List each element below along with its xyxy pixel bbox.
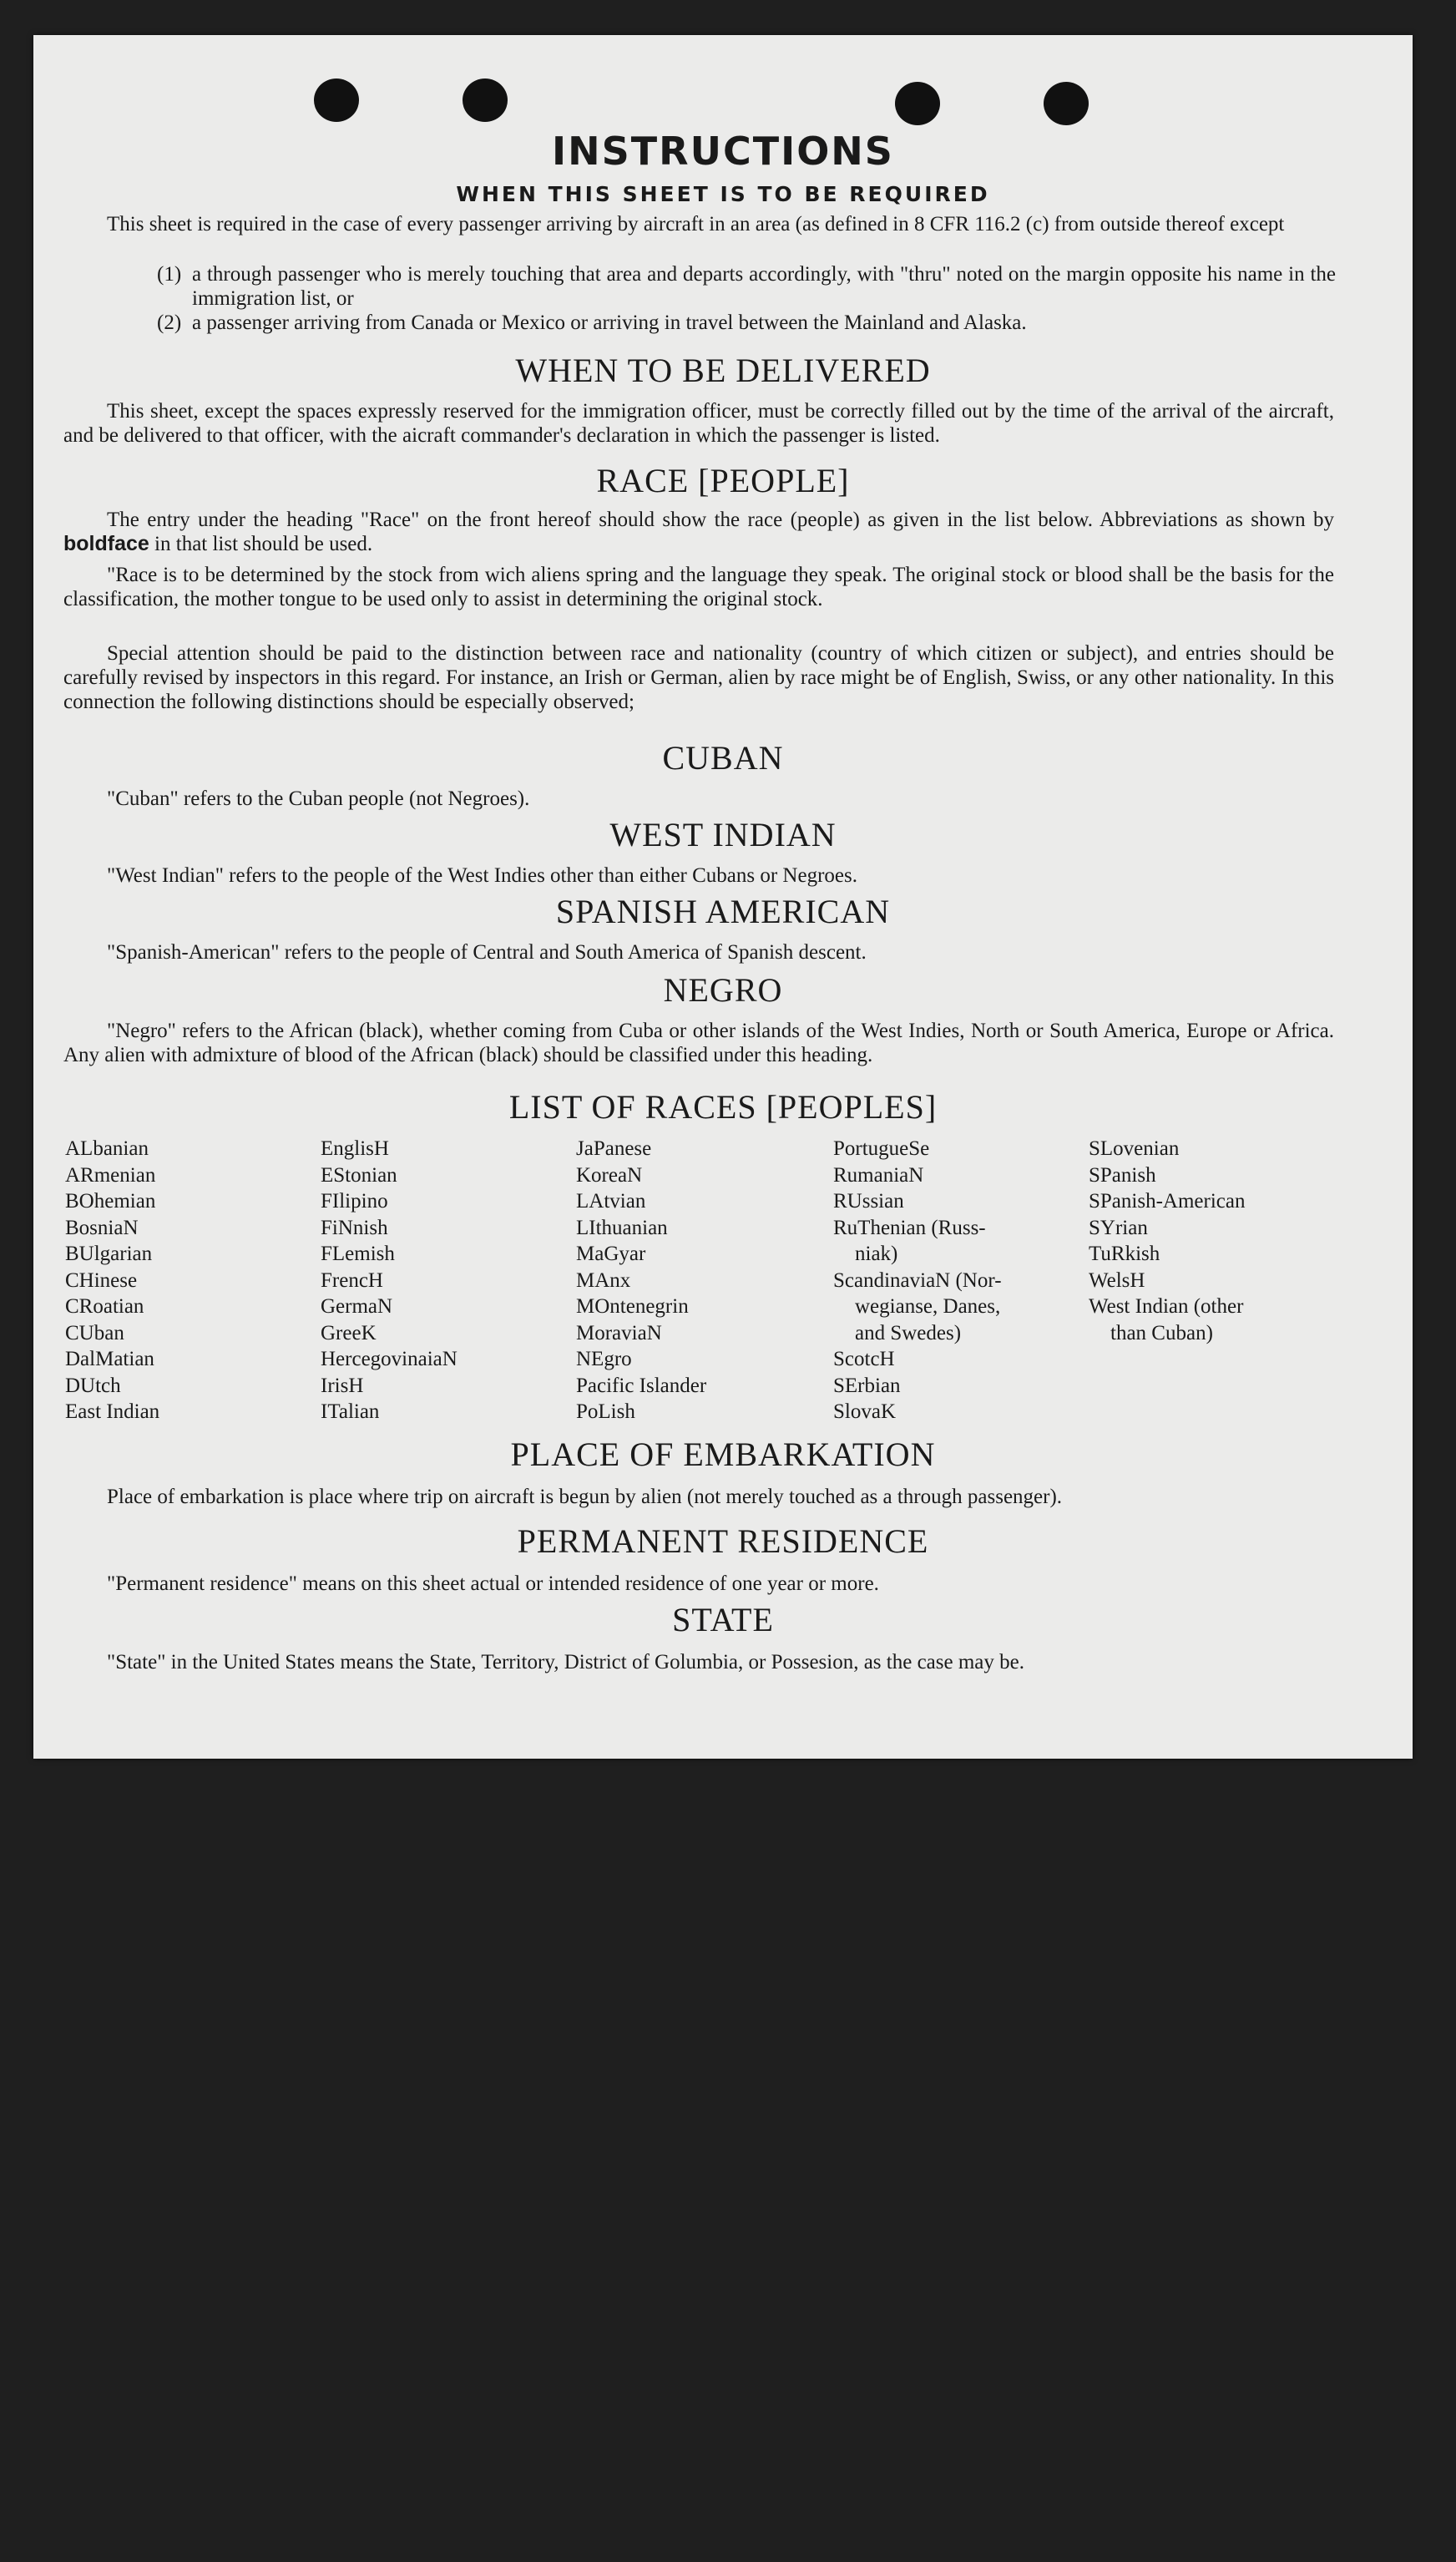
embarkation-text: Place of embarkation is place where trip on aircraft is begun by alien (not merely touched as a through passenger).: [107, 1486, 1063, 1508]
race-list-item: FiNnish: [321, 1216, 388, 1239]
race-list-item: IrisH: [321, 1374, 364, 1397]
section-heading-list-of-races: LIST OF RACES [PEOPLES]: [508, 1088, 938, 1126]
section-heading-cuban: CUBAN: [662, 739, 784, 777]
race-list-item: SLovenian: [1089, 1137, 1180, 1160]
race-text: in that list should be used.: [149, 533, 373, 555]
cuban-text: "Cuban" refers to the Cuban people (not Negroes).: [107, 787, 530, 810]
race-list-item: SlovaK: [833, 1400, 896, 1423]
race-list-item: TuRkish: [1089, 1243, 1160, 1265]
section-heading-spanish-american: SPANISH AMERICAN: [555, 893, 891, 930]
race-list-item: DUtch: [65, 1374, 121, 1397]
race-list-item: East Indian: [65, 1400, 160, 1423]
item-text: a through passenger who is merely touching that area and departs accordingly, with "thru" noted on the margin opposite his name in the immigration list, or: [192, 263, 1336, 310]
punch-hole: [895, 82, 940, 125]
page-subtitle: WHEN THIS SHEET IS TO BE REQUIRED: [456, 182, 990, 206]
race-list-item: BosniaN: [65, 1216, 139, 1239]
race-list-item: GermaN: [321, 1295, 393, 1318]
race-paragraph-3: Special attention should be paid to the distinction between race and nationality (country of which citizen or subject), and entries should be carefully revised by inspectors in this regard. For instance, an Irish or German, alien by race might be of English, Swiss, or any other nationality. In this connection the following distinctions should be especially observed;: [63, 642, 1334, 713]
race-list-item: ALbanian: [65, 1137, 149, 1160]
race-list-item: SYrian: [1089, 1216, 1148, 1239]
race-list-item: PortugueSe: [833, 1137, 930, 1160]
page-title: INSTRUCTIONS: [552, 129, 894, 174]
race-list-item: CHinese: [65, 1268, 138, 1292]
negro-text: "Negro" refers to the African (black), whether coming from Cuba or other islands of the West Indies, North or South America, Europe or Africa. Any alien with admixture of blood of the African (black) should be classified under this heading.: [63, 1020, 1334, 1066]
instruction-sheet: [33, 35, 1413, 1759]
residence-text: "Permanent residence" means on this sheet actual or intended residence of one year or more.: [107, 1572, 879, 1595]
race-list-item: PoLish: [576, 1400, 635, 1423]
intro-paragraph: This sheet is required in the case of every passenger arriving by aircraft in an area (as defined in 8 CFR 116.2 (c) from outside thereof except: [107, 213, 1285, 235]
race-list-item: CUban: [65, 1321, 124, 1344]
race-list-item: HercegovinaiaN: [321, 1348, 458, 1370]
boldface-word: boldface: [63, 532, 149, 555]
when-delivered-text: This sheet, except the spaces expressly reserved for the immigration officer, must be correctly filled out by the time of the arrival of the aircraft, and be delivered to that officer, with the aicraft commander's declaration in which the passenger is listed.: [63, 400, 1334, 447]
section-heading-negro: NEGRO: [663, 971, 783, 1009]
race-list-item: KoreaN: [576, 1163, 643, 1187]
race-list-column: [65, 1136, 159, 1425]
race-list-item: EStonian: [321, 1163, 397, 1187]
race-list-item: SErbian: [833, 1374, 901, 1397]
race-list-item: FLemish: [321, 1243, 395, 1265]
race-text: The entry under the heading "Race" on the front hereof should show the race (people) as given in the list below. Abbreviations as shown by: [107, 509, 1334, 531]
race-list-item: RumaniaN: [833, 1163, 924, 1187]
spanish-american-text: "Spanish-American" refers to the people of Central and South America of Spanish descent.: [107, 941, 867, 964]
race-list-item: FrencH: [321, 1268, 383, 1292]
punch-hole: [1044, 82, 1089, 125]
race-list-item: BUlgarian: [65, 1243, 153, 1265]
race-list-item: NEgro: [576, 1348, 632, 1370]
race-list-item: West Indian (other: [1089, 1295, 1244, 1318]
race-list-item: ITalian: [321, 1400, 380, 1423]
item-number: (2): [157, 311, 182, 334]
exception-item: [157, 311, 1336, 335]
punch-hole: [314, 78, 359, 122]
race-list-item: RuThenian (Russ-: [833, 1216, 986, 1239]
race-list-item: ScotcH: [833, 1348, 895, 1370]
race-list-item: BOhemian: [65, 1190, 156, 1213]
race-paragraph-2: "Race is to be determined by the stock from wich aliens spring and the language they speak. The original stock or blood shall be the basis for the classification, the mother tongue to be used only to assist in determining the original stock.: [63, 564, 1334, 610]
exception-item: [157, 262, 1336, 311]
race-list-item: MAnx: [576, 1268, 631, 1292]
race-list-item: SPanish: [1089, 1163, 1156, 1187]
west-indian-text: "West Indian" refers to the people of the West Indies other than either Cubans or Negroes.: [107, 864, 857, 887]
race-list-column: [321, 1136, 458, 1425]
race-list-item: than Cuban): [1110, 1321, 1213, 1344]
race-list-item: FIlipino: [321, 1190, 388, 1213]
race-list-item: WelsH: [1089, 1268, 1145, 1292]
race-list-item: ScandinaviaN (Nor-: [833, 1268, 1002, 1292]
race-list-item: ARmenian: [65, 1163, 156, 1187]
section-heading-when-delivered: WHEN TO BE DELIVERED: [515, 352, 931, 389]
race-list-item: LIthuanian: [576, 1216, 668, 1239]
race-list-item: LAtvian: [576, 1190, 646, 1213]
race-list-column: [833, 1136, 1002, 1425]
section-heading-state: STATE: [672, 1601, 774, 1638]
race-list-item: SPanish-American: [1089, 1190, 1246, 1213]
race-list-item: EnglisH: [321, 1137, 389, 1160]
race-list-item: MaGyar: [576, 1243, 646, 1265]
race-list-item: CRoatian: [65, 1295, 144, 1318]
punch-hole: [463, 78, 508, 122]
section-heading-west-indian: WEST INDIAN: [609, 816, 837, 853]
item-text: a passenger arriving from Canada or Mexico or arriving in travel between the Mainland and Alaska.: [192, 311, 1027, 334]
race-list-column: [576, 1136, 706, 1425]
race-list-item: JaPanese: [576, 1137, 652, 1160]
race-list-column: [1089, 1136, 1245, 1346]
race-list-item: RUssian: [833, 1190, 904, 1213]
race-list-item: GreeK: [321, 1321, 377, 1344]
section-heading-embarkation: PLACE OF EMBARKATION: [510, 1435, 936, 1473]
race-list-item: MOntenegrin: [576, 1295, 689, 1318]
race-list-item: and Swedes): [855, 1321, 962, 1344]
race-paragraph-1: [63, 508, 1334, 556]
race-list-item: DalMatian: [65, 1348, 154, 1370]
section-heading-race: RACE [PEOPLE]: [596, 462, 850, 499]
race-list-item: Pacific Islander: [576, 1374, 707, 1397]
section-heading-permanent-residence: PERMANENT RESIDENCE: [517, 1522, 929, 1560]
item-number: (1): [157, 263, 182, 286]
state-text: "State" in the United States means the State, Territory, District of Golumbia, or Possesion, as the case may be.: [107, 1651, 1024, 1673]
race-list-item: wegianse, Danes,: [855, 1295, 1001, 1318]
race-list-item: niak): [855, 1243, 898, 1265]
race-list-item: MoraviaN: [576, 1321, 662, 1344]
